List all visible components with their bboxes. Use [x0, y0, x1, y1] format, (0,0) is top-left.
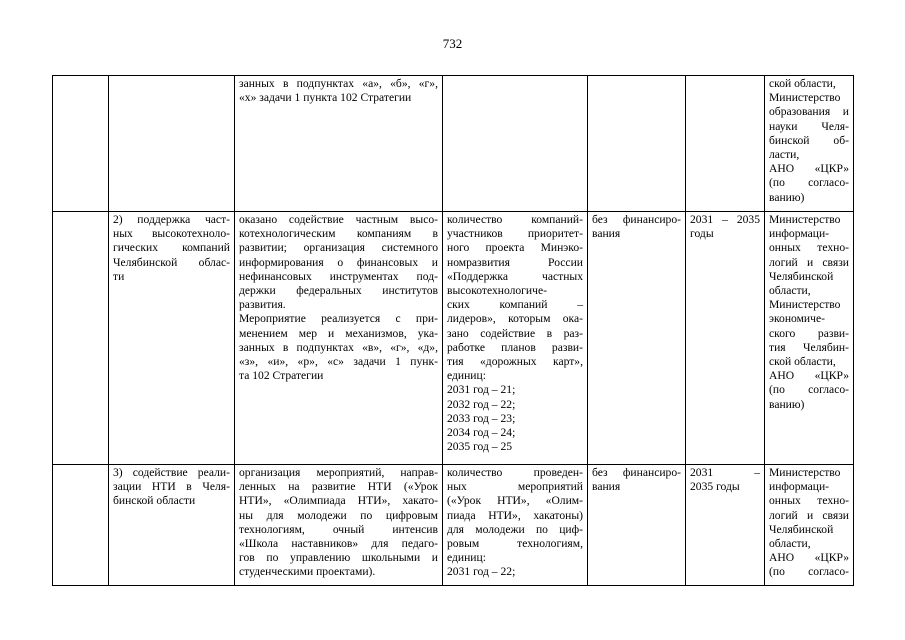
- cell-line: ленных на развитие НТИ («Урок: [239, 480, 438, 494]
- cell-line: ны для молодежи по цифровым: [239, 508, 438, 522]
- cell-result: [235, 76, 443, 212]
- cell-line: та 102 Стратегии: [239, 369, 324, 383]
- cell-line: 2031 – 2035: [690, 213, 760, 226]
- cell-line: тия Челябин-: [769, 340, 849, 354]
- cell-line: Мероприятие реализуется с при-: [239, 312, 438, 326]
- cell-line: «х» задачи 1 пункта 102 Стратегии: [239, 91, 412, 105]
- cell-line: АНО «ЦКР»: [769, 551, 849, 565]
- cell-line: годы: [690, 227, 714, 241]
- cell-line: бинской об-: [769, 133, 849, 147]
- table-row: [53, 465, 854, 586]
- cell-line: науки Челя-: [769, 119, 849, 133]
- cell-line: количество компаний-: [447, 213, 583, 226]
- cell-line: области,: [769, 284, 811, 298]
- cell-line: ванию): [769, 190, 805, 204]
- cell-line: образования и: [769, 105, 849, 119]
- cell-line: менением мер и механизмов, ука-: [239, 326, 438, 340]
- page-number: 732: [442, 36, 463, 51]
- cell-line: лидеров», которым ока-: [447, 312, 583, 326]
- cell-line: единиц:: [447, 551, 486, 565]
- cell-line: 2) поддержка част-: [113, 213, 230, 226]
- cell-line: (по согласо-: [769, 565, 849, 579]
- cell-executor: [765, 212, 854, 465]
- cell-line: гических компаний: [113, 241, 230, 255]
- cell-line: без финансиро-: [592, 466, 681, 479]
- cell-line: держки федеральных институтов: [239, 284, 438, 298]
- cell-task: [109, 465, 235, 586]
- cell-line: 2031 год – 21;: [447, 383, 516, 397]
- cell-line: (по согласо-: [769, 383, 849, 397]
- cell-num: [53, 76, 109, 212]
- cell-num: [53, 465, 109, 586]
- cell-line: Челябинской: [769, 522, 834, 536]
- cell-indicator: [443, 76, 588, 212]
- cell-indicator: [443, 465, 588, 586]
- cell-line: зации НТИ в Челя-: [113, 480, 230, 494]
- cell-line: номразвития России: [447, 255, 583, 269]
- cell-line: зано содействие в раз-: [447, 326, 583, 340]
- cell-line: Челябинской облас-: [113, 255, 230, 269]
- cell-line: бинской области: [113, 494, 196, 508]
- cell-line: ванию): [769, 397, 805, 411]
- cell-line: информирования о финансовых и: [239, 255, 438, 269]
- cell-line: занных в подпунктах «а», «б», «г»,: [239, 77, 438, 90]
- cell-line: 2031 год – 22;: [447, 565, 516, 579]
- cell-line: логий и связи: [769, 255, 849, 269]
- cell-line: занных в подпунктах «в», «г», «д»,: [239, 340, 438, 354]
- cell-financing: [588, 212, 686, 465]
- plan-table: [52, 75, 854, 586]
- cell-line: экономиче-: [769, 312, 825, 326]
- cell-line: вания: [592, 480, 621, 494]
- cell-line: 3) содействие реали-: [113, 466, 230, 479]
- cell-line: Министерство: [769, 91, 841, 105]
- cell-line: ных высокотехноло-: [113, 227, 230, 241]
- cell-line: «Школа наставников» для педаго-: [239, 537, 438, 551]
- cell-line: онных техно-: [769, 241, 849, 255]
- cell-line: ного проекта Минэко-: [447, 241, 583, 255]
- cell-term: [686, 76, 765, 212]
- cell-line: гов по управлению школьными и: [239, 551, 438, 565]
- cell-line: работке планов разви-: [447, 340, 583, 354]
- cell-line: (по согласо-: [769, 176, 849, 190]
- cell-line: 2034 год – 24;: [447, 426, 516, 440]
- cell-line: котехнологическим компаниям в: [239, 227, 438, 241]
- cell-line: нефинансовых инструментах под-: [239, 269, 438, 283]
- cell-line: студенческими проектами).: [239, 565, 376, 579]
- cell-line: технологиям, очный интенсив: [239, 522, 438, 536]
- cell-line: участников приоритет-: [447, 227, 583, 241]
- cell-line: ских компаний –: [447, 298, 583, 312]
- cell-line: ровым технологиям,: [447, 537, 583, 551]
- cell-line: 2035 год – 25: [447, 440, 513, 454]
- cell-result: [235, 212, 443, 465]
- cell-line: логий и связи: [769, 508, 849, 522]
- cell-line: («Урок НТИ», «Олим-: [447, 494, 583, 508]
- cell-line: высокотехнологиче-: [447, 284, 547, 298]
- cell-line: ского разви-: [769, 326, 849, 340]
- cell-line: онных техно-: [769, 494, 849, 508]
- cell-line: Челябинской: [769, 269, 834, 283]
- cell-line: информаци-: [769, 227, 830, 241]
- cell-line: 2035 годы: [690, 480, 740, 494]
- cell-term: [686, 465, 765, 586]
- cell-line: организация мероприятий, направ-: [239, 466, 438, 479]
- cell-term: [686, 212, 765, 465]
- cell-line: вания: [592, 227, 621, 241]
- cell-line: количество проведен-: [447, 466, 583, 479]
- cell-line: тия «дорожных карт»,: [447, 355, 583, 369]
- cell-line: 2031 –: [690, 466, 760, 479]
- cell-line: ных мероприятий: [447, 480, 583, 494]
- cell-line: области,: [769, 537, 811, 551]
- table-row: [53, 76, 854, 212]
- cell-task: [109, 212, 235, 465]
- cell-line: единиц:: [447, 369, 486, 383]
- cell-line: ской области,: [769, 77, 836, 90]
- cell-line: НТИ», «Олимпиада НТИ», хакато-: [239, 494, 438, 508]
- cell-line: АНО «ЦКР»: [769, 369, 849, 383]
- cell-line: 2033 год – 23;: [447, 411, 516, 425]
- cell-line: развитии; организация системного: [239, 241, 438, 255]
- cell-financing: [588, 465, 686, 586]
- cell-num: [53, 212, 109, 465]
- cell-executor: [765, 76, 854, 212]
- cell-line: для молодежи по циф-: [447, 522, 583, 536]
- cell-line: «Поддержка частных: [447, 269, 583, 283]
- cell-indicator: [443, 212, 588, 465]
- cell-line: развития.: [239, 298, 286, 312]
- cell-line: 2032 год – 22;: [447, 397, 516, 411]
- cell-line: пиада НТИ», хакатоны): [447, 508, 583, 522]
- cell-line: информаци-: [769, 480, 830, 494]
- table-row: [53, 212, 854, 465]
- cell-financing: [588, 76, 686, 212]
- cell-line: без финансиро-: [592, 213, 681, 226]
- cell-line: Министерство: [769, 213, 841, 226]
- cell-task: [109, 76, 235, 212]
- cell-executor: [765, 465, 854, 586]
- cell-line: оказано содействие частным высо-: [239, 213, 438, 226]
- cell-result: [235, 465, 443, 586]
- cell-line: Министерство: [769, 466, 841, 479]
- cell-line: «з», «и», «р», «с» задачи 1 пунк-: [239, 355, 438, 369]
- cell-line: ласти,: [769, 148, 800, 162]
- cell-line: АНО «ЦКР»: [769, 162, 849, 176]
- cell-line: ской области,: [769, 355, 836, 369]
- cell-line: Министерство: [769, 298, 841, 312]
- cell-line: ти: [113, 269, 125, 283]
